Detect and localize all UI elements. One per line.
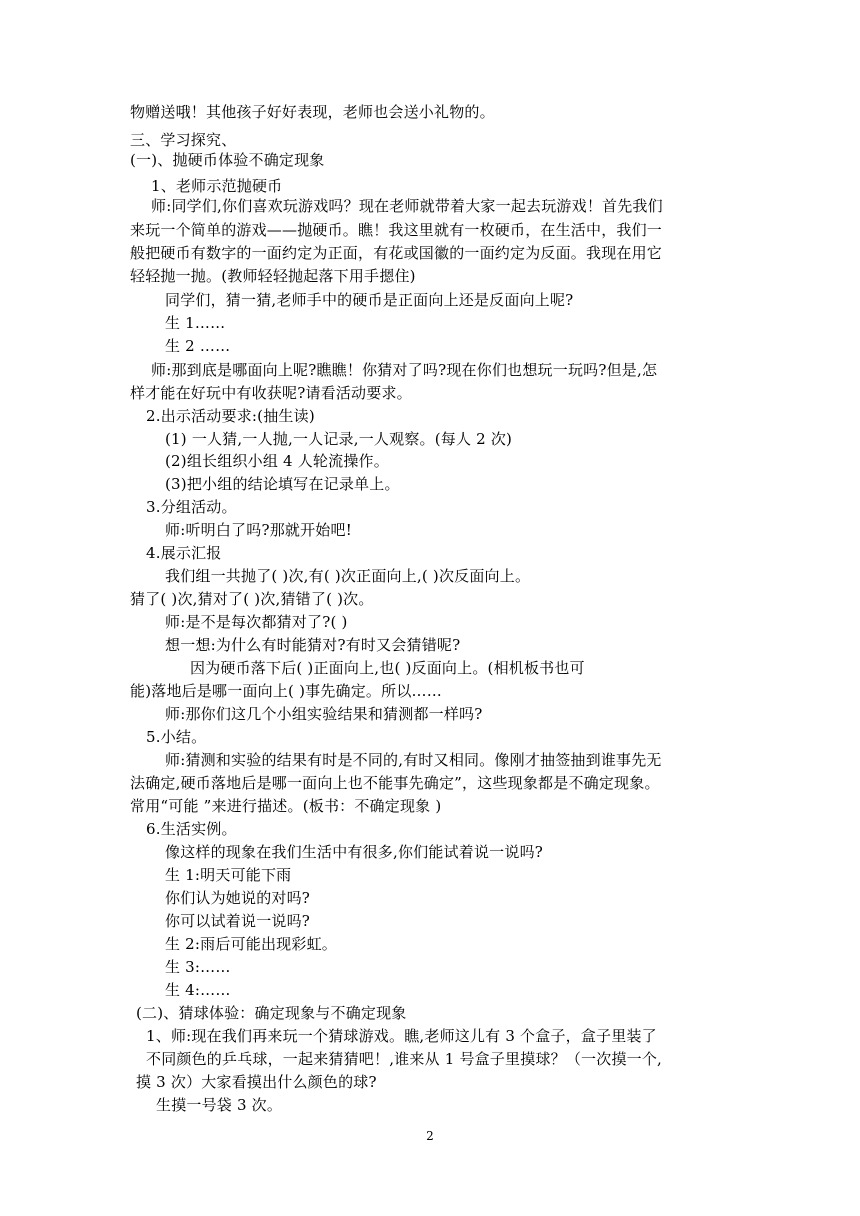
step-heading: 6.生活实例。	[146, 820, 237, 838]
text-line: 师:那到底是哪面向上呢?瞧瞧！你猜对了吗?现在你们也想玩一玩吗?但是,怎	[151, 361, 658, 379]
text-line: 轻轻抛一抛。(教师轻轻抛起落下用手摁住)	[130, 267, 416, 285]
text-line: (3)把小组的结论填写在记录单上。	[165, 475, 400, 493]
text-line: 师:同学们,你们喜欢玩游戏吗？现在老师就带着大家一起去玩游戏！首先我们	[151, 197, 663, 215]
subsection-heading: (一)、抛硬币体验不确定现象	[130, 151, 325, 169]
text-line: 因为硬币落下后( )正面向上,也( )反面向上。(相机板书也可	[190, 659, 585, 677]
text-line: 般把硬币有数字的一面约定为正面，有花或国徽的一面约定为反面。我现在用它	[130, 244, 663, 262]
step-heading: 3.分组活动。	[146, 498, 237, 516]
text-line: 猜了( )次,猜对了( )次,猜错了( )次。	[130, 590, 374, 608]
text-line: 我们组一共抛了( )次,有( )次正面向上,( )次反面向上。	[165, 567, 531, 585]
page-number: 2	[426, 1129, 434, 1143]
section-heading: 三、学习探究、	[130, 131, 237, 149]
text-line: 同学们，猜一猜,老师手中的硬币是正面向上还是反面向上呢?	[165, 291, 574, 309]
text-line: 生摸一号袋 3 次。	[156, 1096, 283, 1114]
text-line: 像这样的现象在我们生活中有很多,你们能试着说一说吗?	[165, 843, 544, 861]
text-line: 不同颜色的乒乓球，一起来猜猜吧！,谁来从 1 号盒子里摸球？（一次摸一个,	[146, 1050, 663, 1068]
text-line: 来玩一个简单的游戏——抛硬币。瞧！我这里就有一枚硬币，在生活中，我们一	[130, 221, 663, 239]
text-line: 师:猜测和实验的结果有时是不同的,有时又相同。像刚才抽签抽到谁事先无	[165, 751, 662, 769]
text-line: (2)组长组织小组 4 人轮流操作。	[165, 452, 389, 470]
text-line: 师:那你们这几个小组实验结果和猜测都一样吗?	[165, 705, 483, 723]
text-line: 生 1……	[165, 314, 226, 332]
text-line: 你可以试着说一说吗?	[165, 912, 311, 930]
text-line: 师:听明白了吗?那就开始吧!	[165, 521, 352, 539]
text-line: 生 2:雨后可能出现彩虹。	[165, 935, 337, 953]
text-line: 1、师:现在我们再来玩一个猜球游戏。瞧,老师这儿有 3 个盒子，盒子里装了	[146, 1027, 657, 1045]
text-line: 想一想:为什么有时能猜对?有时又会猜错呢?	[165, 636, 461, 654]
text-line: 常用“可能 ”来进行描述。(板书：不确定现象 )	[130, 797, 442, 815]
text-line: 师:是不是每次都猜对了?( )	[165, 613, 348, 631]
step-heading: 2.出示活动要求:(抽生读)	[146, 407, 315, 425]
text-line: 摸 3 次）大家看摸出什么颜色的球?	[136, 1073, 377, 1091]
text-line: 法确定,硬币落地后是哪一面向上也不能事先确定”，这些现象都是不确定现象。	[130, 774, 660, 792]
step-heading: 4.展示汇报	[146, 544, 222, 562]
text-line: 生 4:……	[165, 981, 231, 999]
subsection-heading: (二)、猜球体验：确定现象与不确定现象	[136, 1004, 407, 1022]
text-line: 样才能在好玩中有收获呢?请看活动要求。	[130, 384, 412, 402]
text-line: 生 3:……	[165, 958, 231, 976]
text-line: 生 2 ……	[165, 337, 231, 355]
step-heading: 1、老师示范抛硬币	[151, 177, 283, 195]
step-heading: 5.小结。	[146, 728, 207, 746]
text-line: 能)落地后是哪一面向上( )事先确定。所以……	[130, 682, 442, 700]
text-line: 生 1:明天可能下雨	[165, 866, 292, 884]
text-line: (1) 一人猜,一人抛,一人记录,一人观察。(每人 2 次)	[165, 430, 513, 448]
text-line: 你们认为她说的对吗?	[165, 889, 311, 907]
text-line: 物赠送哦！其他孩子好好表现，老师也会送小礼物的。	[130, 103, 495, 121]
